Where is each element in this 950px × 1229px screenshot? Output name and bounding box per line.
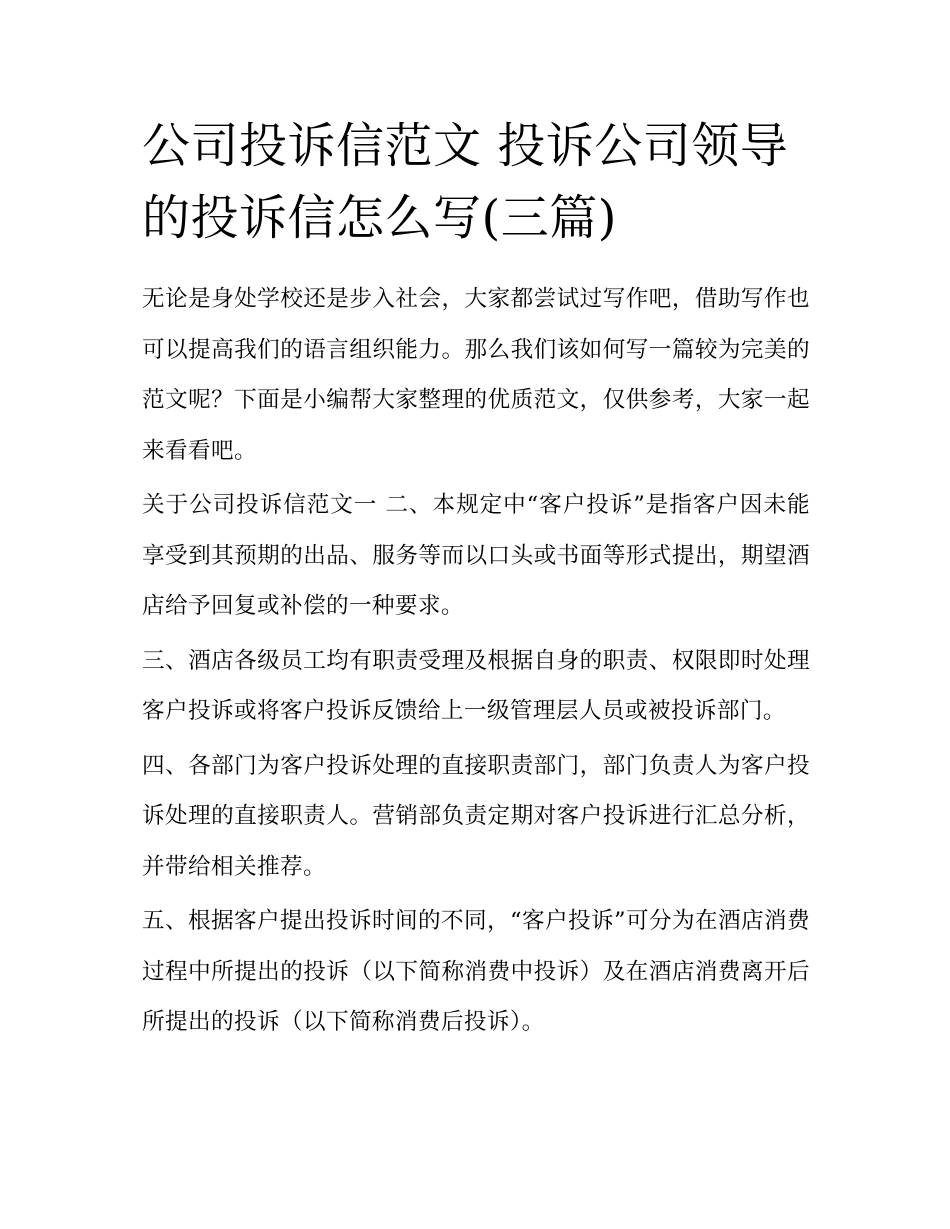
document-content (142, 110, 810, 1052)
paragraph-section-three: 三、酒店各级员工均有职责受理及根据自身的职责、权限即时处理客户投诉或将客户投诉反馈给上一级管理层人员或被投诉部门。 (142, 647, 810, 724)
document-title: 公司投诉信范文 投诉公司领导的投诉信怎么写(三篇) (142, 118, 789, 246)
document-body (142, 274, 810, 1048)
paragraph-intro: 无论是身处学校还是步入社会，大家都尝试过写作吧，借助写作也可以提高我们的语言组织能力。那么我们该如何写一篇较为完美的范文呢？下面是小编帮大家整理的优质范文，仅供参考，大家一起来看看吧。 (142, 286, 810, 464)
paragraph-section-two: 关于公司投诉信范文一 二、本规定中“客户投诉”是指客户因未能享受到其预期的出品、服务等而以口头或书面等形式提出，期望酒店给予回复或补偿的一种要求。 (142, 492, 810, 619)
paragraph-section-four: 四、各部门为客户投诉处理的直接职责部门，部门负责人为客户投诉处理的直接职责人。营销部负责定期对客户投诉进行汇总分析，并带给相关推荐。 (142, 752, 810, 880)
paragraph-section-five: 五、根据客户提出投诉时间的不同，“客户投诉”可分为在酒店消费过程中所提出的投诉（以下简称消费中投诉）及在酒店消费离开后所提出的投诉（以下简称消费后投诉）。 (142, 908, 810, 1035)
